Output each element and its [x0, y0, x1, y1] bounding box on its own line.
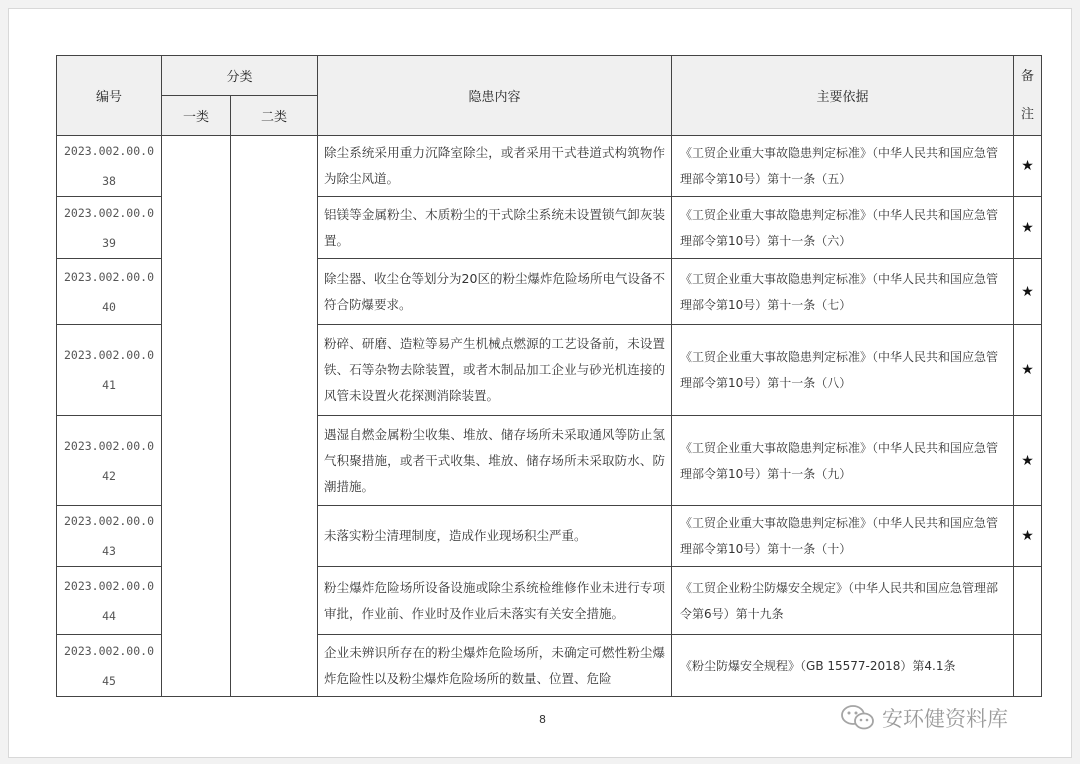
header-content: 隐患内容 — [318, 56, 672, 136]
star-icon: ★ — [1014, 506, 1042, 567]
row-content: 铝镁等金属粉尘、木质粉尘的干式除尘系统未设置锁气卸灰装置。 — [318, 197, 672, 259]
row-content: 未落实粉尘清理制度，造成作业现场积尘严重。 — [318, 506, 672, 567]
header-cat1: 一类 — [162, 96, 231, 136]
row-content: 粉尘爆炸危险场所设备设施或除尘系统检维修作业未进行专项审批，作业前、作业时及作业后未落实有关安全措施。 — [318, 567, 672, 635]
watermark — [840, 703, 1008, 733]
row-number: 2023.002.00.0 40 — [57, 259, 162, 325]
row-basis: 《工贸企业重大事故隐患判定标准》（中华人民共和国应急管理部令第10号）第十一条（八） — [672, 325, 1014, 416]
row-basis: 《工贸企业重大事故隐患判定标准》（中华人民共和国应急管理部令第10号）第十一条（九） — [672, 416, 1014, 506]
wechat-icon — [840, 704, 876, 732]
row-cat2 — [231, 136, 318, 697]
row-number: 2023.002.00.0 45 — [57, 635, 162, 697]
page-number: 8 — [539, 713, 546, 726]
document-page — [8, 8, 1072, 758]
header-note-line1: 备 — [1021, 68, 1035, 84]
row-basis: 《工贸企业重大事故隐患判定标准》（中华人民共和国应急管理部令第10号）第十一条（五） — [672, 136, 1014, 197]
row-number: 2023.002.00.0 42 — [57, 416, 162, 506]
hazard-table — [56, 55, 1042, 697]
star-icon: ★ — [1014, 325, 1042, 416]
row-basis: 《工贸企业重大事故隐患判定标准》（中华人民共和国应急管理部令第10号）第十一条（十） — [672, 506, 1014, 567]
row-basis: 《工贸企业重大事故隐患判定标准》（中华人民共和国应急管理部令第10号）第十一条（七） — [672, 259, 1014, 325]
row-basis: 《工贸企业粉尘防爆安全规定》（中华人民共和国应急管理部令第6号）第十九条 — [672, 567, 1014, 635]
header-note-line2: 注 — [1021, 106, 1035, 122]
table-row — [57, 136, 1042, 197]
header-number: 编号 — [57, 56, 162, 136]
header-category: 分类 — [162, 56, 318, 96]
note-cell-empty — [1014, 635, 1042, 697]
row-number: 2023.002.00.0 43 — [57, 506, 162, 567]
row-number: 2023.002.00.0 41 — [57, 325, 162, 416]
star-icon: ★ — [1014, 416, 1042, 506]
header-note — [1014, 56, 1042, 136]
header-cat2: 二类 — [231, 96, 318, 136]
row-content: 企业未辨识所存在的粉尘爆炸危险场所，未确定可燃性粉尘爆炸危险性以及粉尘爆炸危险场所的数量、位置、危险 — [318, 635, 672, 697]
row-content: 除尘器、收尘仓等划分为20区的粉尘爆炸危险场所电气设备不符合防爆要求。 — [318, 259, 672, 325]
row-content: 除尘系统采用重力沉降室除尘，或者采用干式巷道式构筑物作为除尘风道。 — [318, 136, 672, 197]
row-number: 2023.002.00.0 44 — [57, 567, 162, 635]
row-basis: 《粉尘防爆安全规程》（GB 15577-2018）第4.1条 — [672, 635, 1014, 697]
star-icon: ★ — [1014, 197, 1042, 259]
header-basis: 主要依据 — [672, 56, 1014, 136]
note-cell-empty — [1014, 567, 1042, 635]
row-content: 遇湿自燃金属粉尘收集、堆放、储存场所未采取通风等防止氢气积聚措施，或者干式收集、堆放、储存场所未采取防水、防潮措施。 — [318, 416, 672, 506]
row-content: 粉碎、研磨、造粒等易产生机械点燃源的工艺设备前，未设置铁、石等杂物去除装置，或者木制品加工企业与砂光机连接的风管未设置火花探测消除装置。 — [318, 325, 672, 416]
table-header — [57, 56, 1042, 136]
star-icon: ★ — [1014, 136, 1042, 197]
row-number: 2023.002.00.0 39 — [57, 197, 162, 259]
row-number: 2023.002.00.0 38 — [57, 136, 162, 197]
row-cat1 — [162, 136, 231, 697]
row-basis: 《工贸企业重大事故隐患判定标准》（中华人民共和国应急管理部令第10号）第十一条（六） — [672, 197, 1014, 259]
watermark-text: 安环健资料库 — [882, 707, 1008, 731]
star-icon: ★ — [1014, 259, 1042, 325]
